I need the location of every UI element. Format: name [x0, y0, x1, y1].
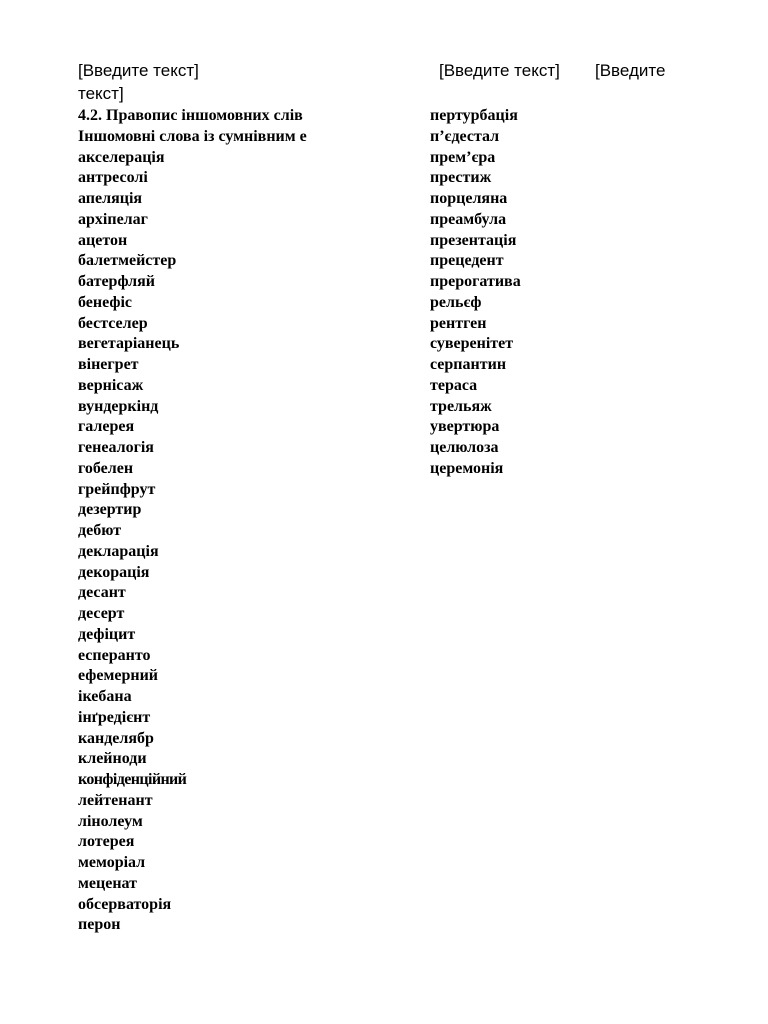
word-list-item: балетмейстер — [78, 252, 177, 270]
word-list-item: презентація — [430, 231, 517, 249]
word-list-item: вернісаж — [78, 376, 144, 394]
word-list-item: рентген — [430, 314, 487, 332]
word-list-item: бенефіс — [78, 293, 133, 311]
word-list-item: обсерваторія — [78, 895, 172, 913]
word-list-item: бестселер — [78, 314, 148, 332]
word-list-item: меморіал — [78, 854, 146, 871]
header-placeholder-left: [Введите текст] — [78, 61, 199, 80]
word-list-item: гобелен — [78, 459, 134, 477]
word-list-item: меценат — [78, 874, 137, 892]
word-list-item: трельяж — [430, 397, 492, 415]
word-list-item: порцеляна — [430, 190, 508, 207]
word-list-item: ікебана — [78, 688, 132, 705]
header-placeholder-right-wrap: текст] — [78, 84, 124, 103]
word-list-item: десант — [78, 584, 126, 602]
word-list-item: прерогатива — [430, 273, 521, 290]
word-list-item: есперанто — [78, 646, 151, 664]
word-list-item: дезертир — [78, 501, 142, 519]
word-list-item: церемонія — [430, 459, 504, 477]
word-list-item: перон — [78, 916, 121, 934]
word-list-item: дефіцит — [78, 625, 136, 643]
word-list-item: генеалогія — [78, 439, 154, 456]
word-list-item: вундеркінд — [78, 397, 159, 415]
word-list-item: акселерація — [78, 148, 165, 166]
word-list-item: серпантин — [430, 356, 507, 373]
word-list-item: клейноди — [78, 750, 147, 768]
word-list-item: прецедент — [430, 252, 504, 270]
header-placeholder-middle: [Введите текст] — [439, 61, 560, 80]
word-list-item: грейпфрут — [78, 480, 156, 498]
word-list-item: лінолеум — [78, 812, 143, 830]
word-list-item: десерт — [78, 605, 125, 622]
header-placeholder-right: [Введите — [595, 61, 666, 80]
word-list-item: вінегрет — [78, 356, 139, 373]
word-list-item: канделябр — [78, 729, 154, 747]
word-list-item: ефемерний — [78, 667, 159, 685]
word-list-item: лейтенант — [78, 791, 153, 809]
word-list-item: прем’єра — [430, 148, 496, 166]
word-list-item: целюлоза — [430, 439, 499, 456]
word-list-item: тераса — [430, 376, 478, 394]
word-list-item: галерея — [78, 418, 135, 436]
section-subheading: Іншомовні слова із сумнівним е — [78, 127, 307, 145]
word-list-item: лотерея — [78, 833, 135, 851]
word-list-item: вегетаріанець — [78, 335, 180, 353]
word-list-item: декларація — [78, 542, 159, 560]
word-list-item: архіпелаг — [78, 210, 148, 228]
word-list-item: п’єдестал — [430, 127, 500, 145]
word-list-item: батерфляй — [78, 273, 155, 290]
word-list-item: інґредієнт — [78, 708, 151, 726]
word-list-item: суверенітет — [430, 335, 514, 353]
word-list-item: дебют — [78, 522, 122, 539]
word-list-item: декорація — [78, 563, 150, 581]
word-column-left — [78, 106, 307, 936]
word-list-item: конфіденційний — [78, 771, 187, 788]
word-list-item: пертурбація — [430, 107, 518, 124]
word-list-item: престиж — [430, 169, 492, 187]
section-heading: 4.2. Правопис іншомовних слів — [78, 107, 303, 124]
word-list-item: рельєф — [430, 293, 482, 311]
word-list-item: увертюра — [430, 418, 500, 436]
word-list-item: апеляція — [78, 190, 143, 207]
word-list-item: преамбула — [430, 210, 507, 228]
word-list-item: ацетон — [78, 231, 128, 249]
word-column-right — [430, 106, 521, 480]
word-list-item: антресолі — [78, 169, 148, 187]
